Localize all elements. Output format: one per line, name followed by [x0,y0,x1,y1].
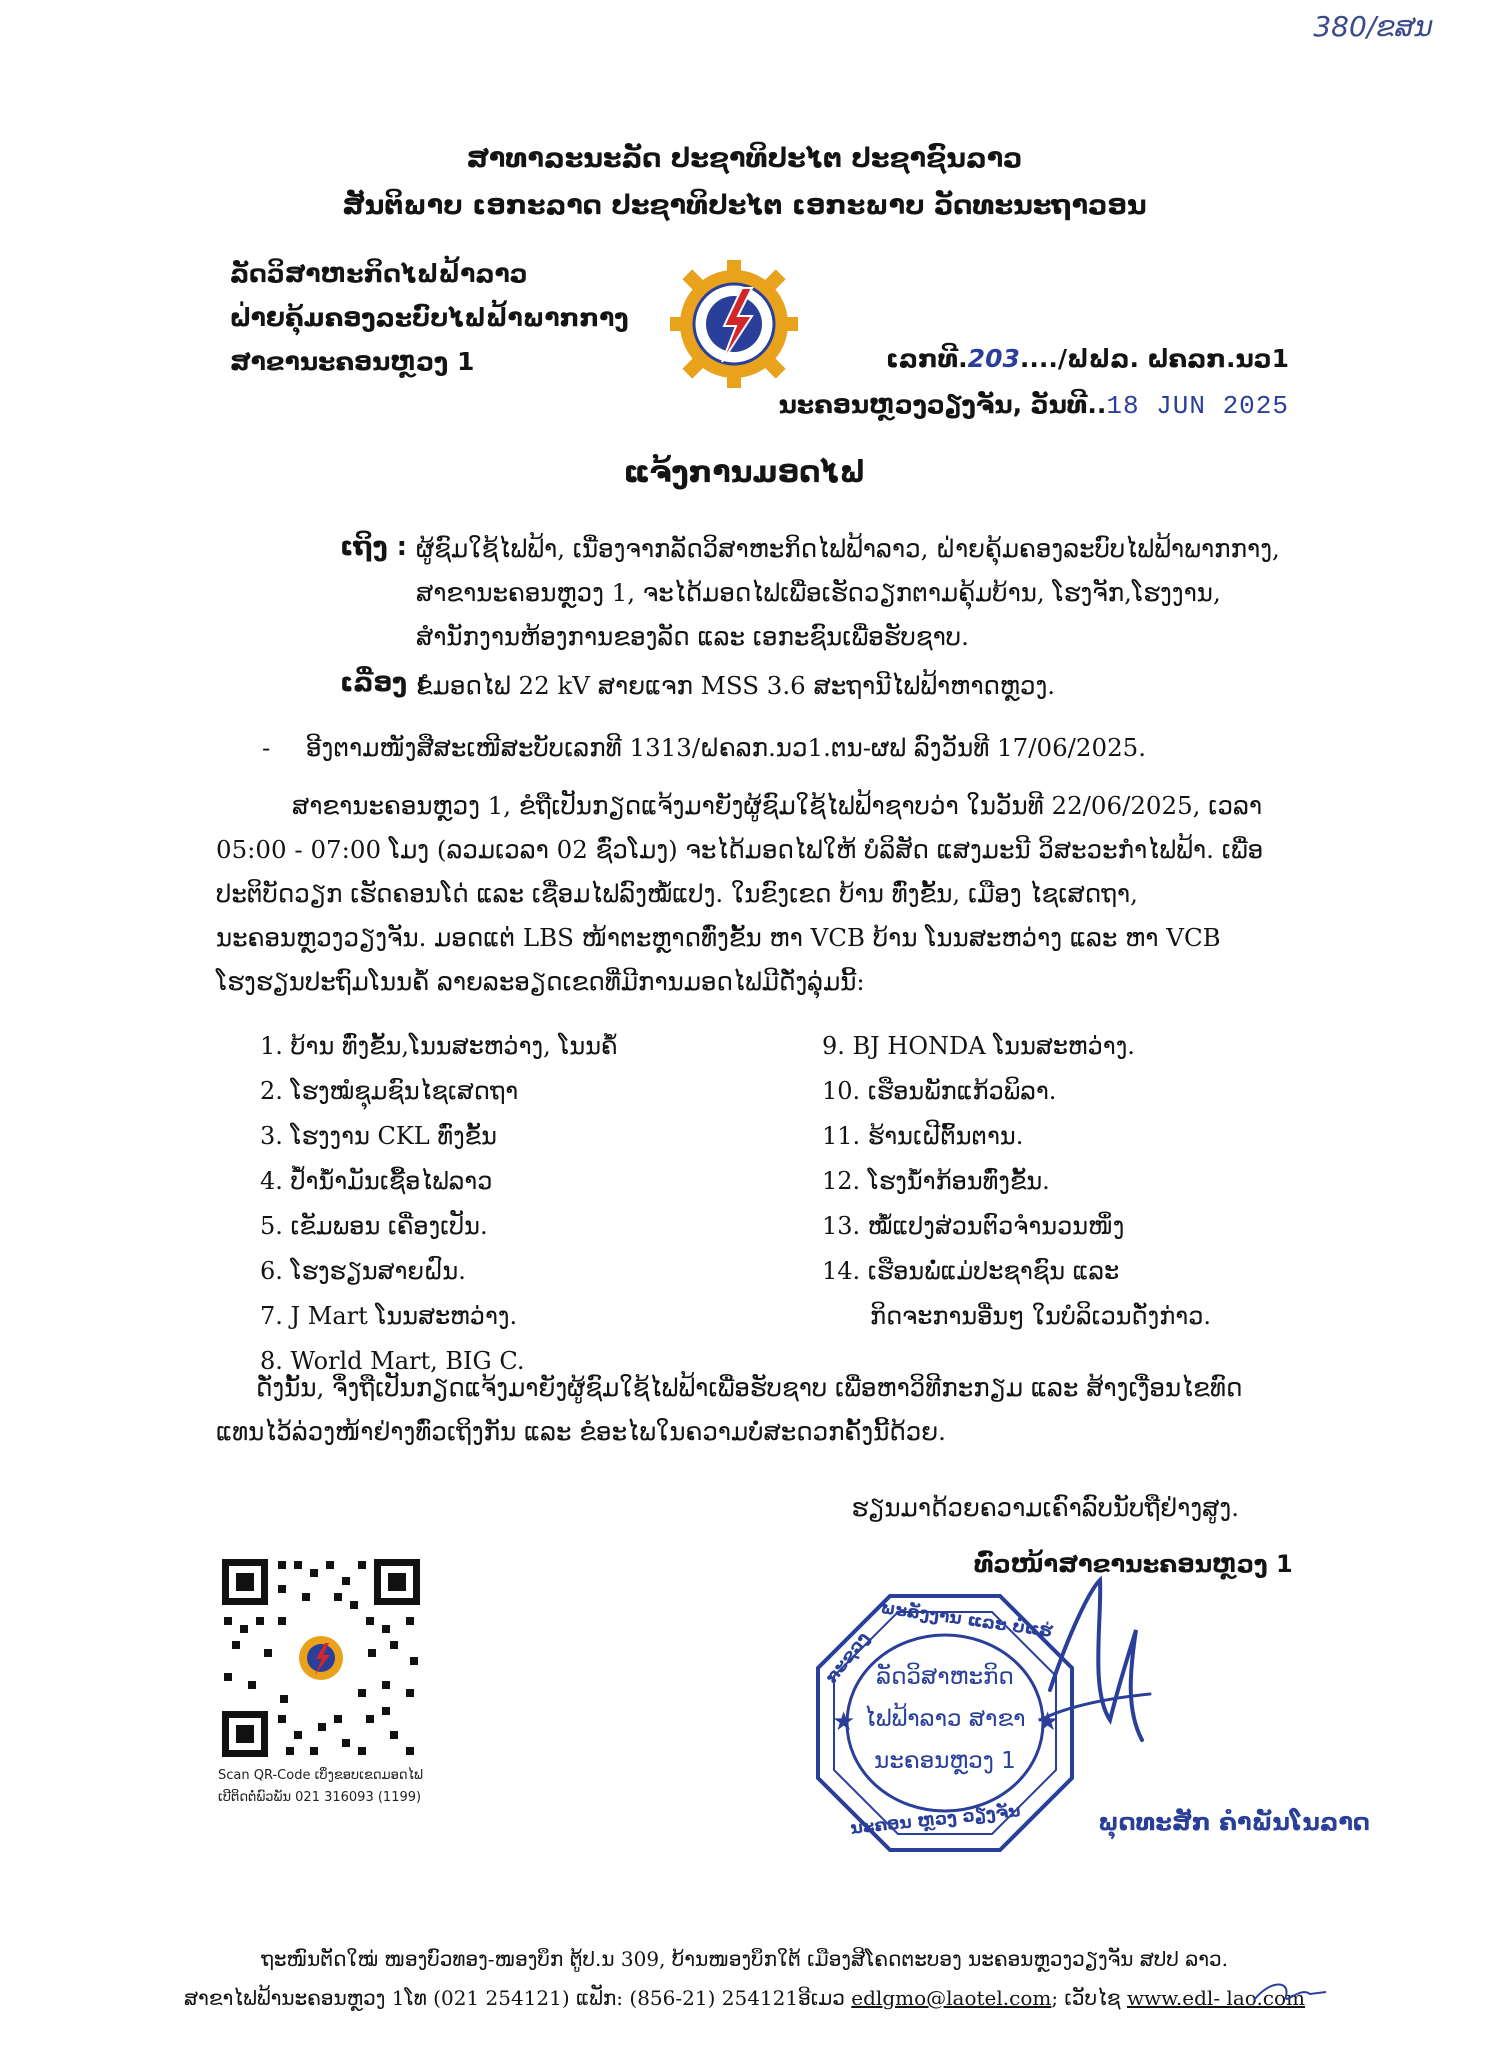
qr-code[interactable] [218,1555,424,1761]
body-paragraph [216,784,1306,1004]
date-stamp: 18 JUN 2025 [1106,391,1289,421]
closing-paragraph [216,1366,1306,1454]
svg-text:★: ★ [1036,1707,1060,1737]
place-date [779,390,1289,421]
stamp-ring-left: ກະຊວງ [821,1628,874,1688]
to-label: ເຖິງ : [340,532,408,562]
reference-number [886,344,1289,373]
footer-phone: ສາຂາໄຟຟ້ານະຄອນຫຼວງ 1ໂທ (021 254121) ແຟັກ: (856-21) 254121ອີເມວ [183,1986,845,2010]
edl-logo [668,258,800,390]
stamp-line2: ໄຟຟ້າລາວ ສາຂາ [864,1706,1026,1732]
body-line: ໂຮງຮຽນປະຖົມໂນນຄໍ້ ລາຍລະອຽດເຂດທີ່ມີການມອດໄຟມີດັ່ງລຸ່ມນີ້: [216,967,865,996]
qr-caption-2: ເບີຕິດຕໍ່ພົວພັນ 021 316093 (1199) [218,1790,422,1805]
reference-number-suffix: ..../ຟຟລ. ຝຄລກ.ນວ1 [1019,344,1289,373]
closing-line: ດັ່ງນັ້ນ, ຈຶ່ງຖືເປັນກຽດແຈ້ງມາຍັງຜູ້ຊົມໃຊ້ໄຟຟ້າເພື່ອຮັບຊາບ ເພື່ອຫາວິທີກະກຽມ ແລະ ສ້າງເງື່ອນໄຂທົດ [256,1373,1243,1402]
closing-line: ແທນໄວ້ລ່ວງໜ້າຢ່າງທົ່ວເຖິງກັນ ແລະ ຂໍອະໄພໃນຄວາມບໍ່ສະດວກຄັ້ງນີ້ດ້ວຍ. [216,1417,946,1446]
footer-web-prefix: ; ເວັບໄຊ [1051,1986,1121,2010]
areas-right-list [822,1032,1211,1347]
list-item: 4. ປໍ້ານ້ຳມັນເຊື້ອໄຟລາວ [260,1167,493,1195]
list-item: 1. ບ້ານ ທົ່ງຂັ້ນ,ໂນນສະຫວ່າງ, ໂນນຄໍ້ [260,1032,618,1060]
qr-caption-1: Scan QR-Code ເບິ່ງຂອບເຂດມອດໄຟ [218,1768,423,1783]
email-link[interactable]: edlgmo@laotel.com [851,1986,1052,2010]
initials-mark [1250,1976,1330,2010]
list-item: 10. ເຮືອນພັກແກ້ວພິລາ. [822,1077,1057,1105]
to-text [416,527,1316,659]
list-item: 5. ເຂັມພອນ ເຄື່ອງເປັນ. [260,1212,488,1240]
to-line: ສາຂານະຄອນຫຼວງ 1, ຈະໄດ້ມອດໄຟເພື່ອເຮັດວຽກຕາມຄຸ້ມບ້ານ, ໂຮງຈັກ,ໂຮງງານ, [416,578,1221,607]
list-item: 2. ໂຮງໝໍຊຸມຊົນໄຊເສດຖາ [260,1077,519,1105]
to-line: ສຳນັກງານຫ້ອງການຂອງລັດ ແລະ ເອກະຊົນເພື່ອຮັບຊາບ. [416,622,969,651]
stamp-ring-bottom: ນະຄອນ ຫຼວງ ວຽງຈັນ [849,1801,1022,1839]
list-item: 9. BJ HONDA ໂນນສະຫວ່າງ. [822,1032,1135,1060]
organization-block [230,252,629,384]
page-number-note: 380/ຂສນ [1313,10,1433,43]
national-header-line1: ສາທາລະນະລັດ ປະຊາທິປະໄຕ ປະຊາຊົນລາວ [466,143,1023,174]
list-item: 6. ໂຮງຮຽນສາຍຝົນ. [260,1257,466,1285]
signatory-title: ທົ່ວໜ້າສາຂານະຄອນຫຼວງ 1 [974,1550,1293,1578]
stamp-line3: ນະຄອນຫຼວງ 1 [874,1748,1016,1774]
subject-label: ເລື່ອງ : [340,668,427,698]
list-item: 13. ໝໍ້ແປງສ່ວນຕົວຈຳນວນໜຶ່ງ [822,1212,1125,1240]
stamp-ring-top: ພະລັງງານ ແລະ ບໍ່ແຮ່ [879,1598,1054,1642]
handwritten-number: 203 [967,344,1020,373]
list-item: ກິດຈະການອື່ນໆ ໃນບໍລິເວນດັ່ງກ່າວ. [870,1302,1212,1330]
reference-number-prefix: ເລກທີ. [885,344,968,373]
footer-address: ຖະໜົນຕັດໃໝ່ ໜອງບົວທອງ-ໜອງບຶກ ຕູ້ປ.ນ 309, ບ້ານໜອງບຶກໃຕ້ ເມືອງສີໂຄດຕະບອງ ນະຄອນຫຼວງວຽງຈັນ ສປປ ລາວ. [261,1947,1228,1971]
list-item: 8. World Mart, BIG C. [260,1347,525,1375]
body-line: ສາຂານະຄອນຫຼວງ 1, ຂໍຖືເປັນກຽດແຈ້ງມາຍັງຜູ້ຊົມໃຊ້ໄຟຟ້າຊາບວ່າ ໃນວັນທີ 22/06/2025, ເວລາ [292,791,1263,820]
stamp-line1: ລັດວິສາຫະກິດ [876,1664,1014,1690]
list-item: 14. ເຮືອນພໍ່ແມ່ປະຊາຊົນ ແລະ [822,1257,1120,1285]
signatory-name: ພຸດທະສັກ ຄຳພັນໂນລາດ [1098,1808,1370,1836]
national-header-line2: ສັນຕິພາບ ເອກະລາດ ປະຊາທິປະໄຕ ເອກະພາບ ວັດທະນະຖາວອນ [342,190,1147,221]
list-item: 12. ໂຮງນ້ຳກ້ອນທົ່ງຂັ້ນ. [822,1167,1050,1195]
svg-text:★: ★ [832,1707,856,1737]
to-line: ຜູ້ຊົມໃຊ້ໄຟຟ້າ, ເນື່ອງຈາກລັດວິສາຫະກິດໄຟຟ້າລາວ, ຝ່າຍຄຸ້ມຄອງລະບົບໄຟຟ້າພາກກາງ, [416,534,1280,563]
regards-line: ຮຽນມາດ້ວຍຄວາມເຄົາລົບນັບຖືຢ່າງສູງ. [851,1493,1239,1522]
body-line: ປະຕິບັດວຽກ ເຮັດຄອນໂດ່ ແລະ ເຊື່ອມໄຟລົງໝໍ້ແປງ. ໃນຂົງເຂດ ບ້ານ ທົ່ງຂັ້ນ, ເມືອງ ໄຊເສດຖາ, [216,879,1138,908]
list-item: 7. J Mart ໂນນສະຫວ່າງ. [260,1302,518,1330]
body-line: ນະຄອນຫຼວງວຽງຈັນ. ມອດແຕ່ LBS ໜ້າຕະຫຼາດທົ່ງຂັ້ນ ຫາ VCB ບ້ານ ໂນນສະຫວ່າງ ແລະ ຫາ VCB [216,923,1221,952]
org-line3: ສາຂານະຄອນຫຼວງ 1 [230,347,475,376]
org-line2: ຝ່າຍຄຸ້ມຄອງລະບົບໄຟຟ້າພາກກາງ [230,303,629,332]
reference-note: ອີງຕາມໜັງສືສະເໜີສະບັບເລກທີ 1313/ຝຄລກ.ນວ1.ຕນ-ຜຟ ລົງວັນທີ 17/06/2025. [306,733,1147,762]
subject-text: ຂໍມອດໄຟ 22 kV ສາຍແຈກ MSS 3.6 ສະຖານີໄຟຟ້າຫາດຫຼວງ. [416,671,1056,700]
body-line: 05:00 - 07:00 ໂມງ (ລວມເວລາ 02 ຊົ່ວໂມງ) ຈະໄດ້ມອດໄຟໃຫ້ ບໍລິສັດ ແສງມະນີ ວິສະວະກຳໄຟຟ້າ. ເພື່ອ [216,835,1264,864]
org-line1: ລັດວິສາຫະກິດໄຟຟ້າລາວ [230,259,528,288]
document-title: ແຈ້ງການມອດໄຟ [623,455,866,490]
website-link[interactable]: www.edl- lao.com [1126,1986,1306,2010]
list-item: 3. ໂຮງງານ CKL ທົ່ງຂັ້ນ [260,1122,497,1150]
list-item: 11. ຮ້ານເຝີຕົ້ນຕານ. [822,1122,1024,1150]
reference-dash: - [262,733,271,762]
place-date-prefix: ນະຄອນຫຼວງວຽງຈັນ, ວັນທີ.. [778,390,1107,419]
areas-left-list [260,1032,618,1392]
signature [1030,1570,1160,1770]
